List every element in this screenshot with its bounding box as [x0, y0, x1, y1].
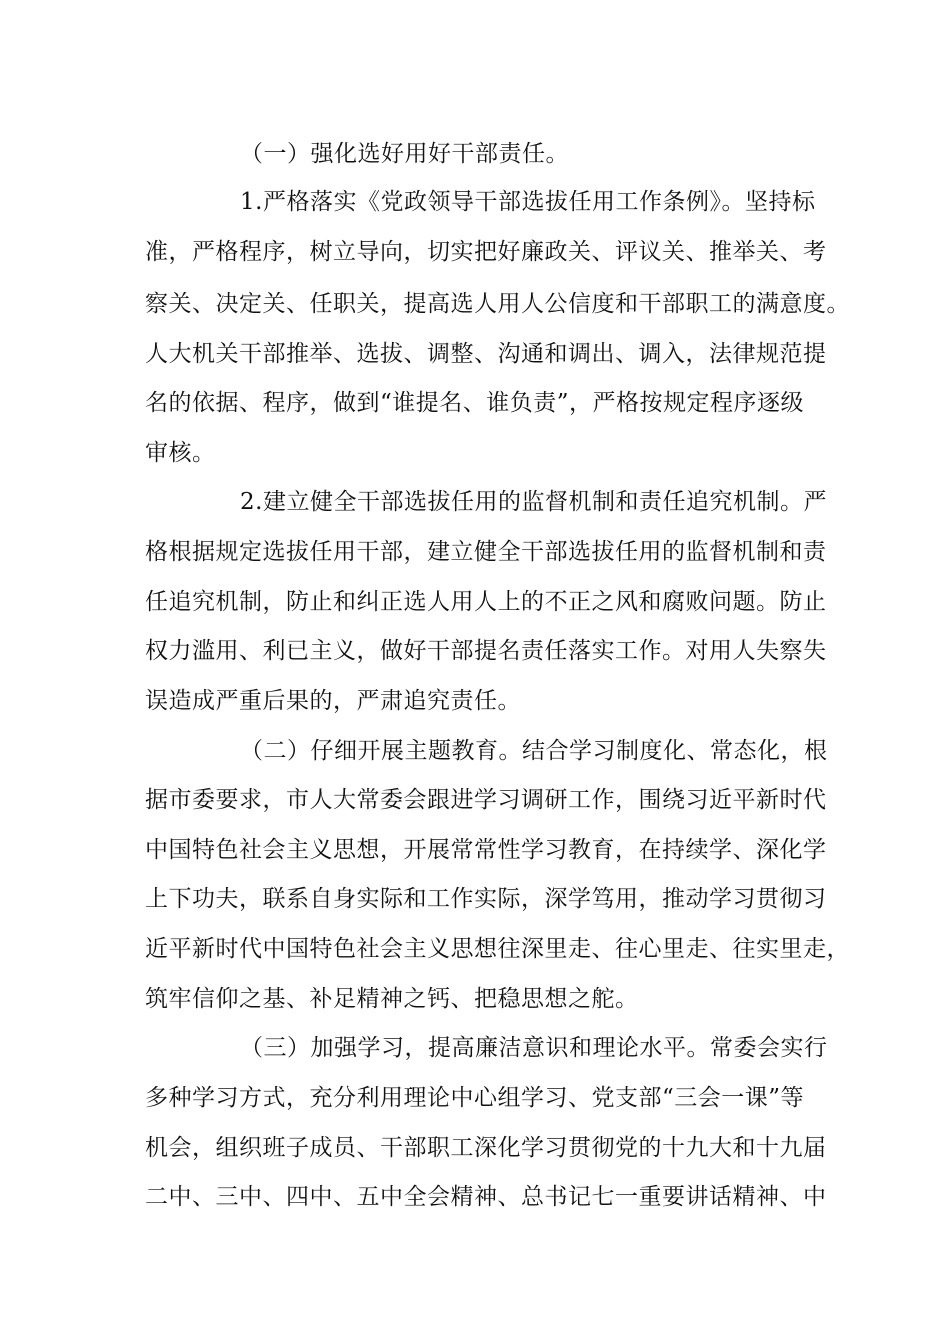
paragraph-line: 准，严格程序，树立导向，切实把好廉政关、评议关、推举关、考 — [145, 239, 827, 265]
paragraph-line: 权力滥用、利已主义，做好干部提名责任落实工作。对用人失察失 — [145, 638, 827, 664]
paragraph-line: 据市委要求，市人大常委会跟进学习调研工作，围绕习近平新时代 — [145, 787, 827, 813]
paragraph-line: 中国特色社会主义思想，开展常常性学习教育，在持续学、深化学 — [145, 837, 827, 863]
paragraph-line: 格根据规定选拔任用干部，建立健全干部选拔任用的监督机制和责 — [145, 539, 827, 565]
paragraph-line: 2.建立健全干部选拔任用的监督机制和责任追究机制。严 — [240, 489, 827, 515]
paragraph-line: 误造成严重后果的，严肃追究责任。 — [145, 688, 521, 714]
section-heading-2: （二）仔细开展主题教育。结合学习制度化、常态化，根 — [240, 738, 828, 764]
paragraph-line: 上下功夫，联系自身实际和工作实际，深学笃用，推动学习贯彻习 — [145, 886, 827, 912]
section-heading-1: （一）强化选好用好干部责任。 — [240, 141, 569, 167]
paragraph-line: 察关、决定关、任职关，提高选人用人公信度和干部职工的满意度。 — [145, 291, 850, 317]
paragraph-line: 任追究机制，防止和纠正选人用人上的不正之风和腐败问题。防止 — [145, 589, 827, 615]
paragraph-line: 1.严格落实《党政领导干部选拔任用工作条例》。坚持标 — [240, 189, 816, 215]
paragraph-line: 名的依据、程序，做到“谁提名、谁负责”，严格按规定程序逐级 — [145, 390, 805, 416]
paragraph-line: 审核。 — [145, 440, 216, 466]
paragraph-line: 近平新时代中国特色社会主义思想往深里走、往心里走、往实里走， — [145, 936, 850, 962]
paragraph-line: 二中、三中、四中、五中全会精神、总书记七一重要讲话精神、中 — [145, 1184, 827, 1210]
paragraph-line: 机会，组织班子成员、干部职工深化学习贯彻党的十九大和十九届 — [145, 1135, 827, 1161]
paragraph-line: 多种学习方式，充分利用理论中心组学习、党支部“三会一课”等 — [145, 1085, 805, 1111]
paragraph-line: 人大机关干部推举、选拔、调整、沟通和调出、调入，法律规范提 — [145, 341, 827, 367]
section-heading-3: （三）加强学习，提高廉洁意识和理论水平。常委会实行 — [240, 1035, 828, 1061]
paragraph-line: 筑牢信仰之基、补足精神之钙、把稳思想之舵。 — [145, 986, 639, 1012]
